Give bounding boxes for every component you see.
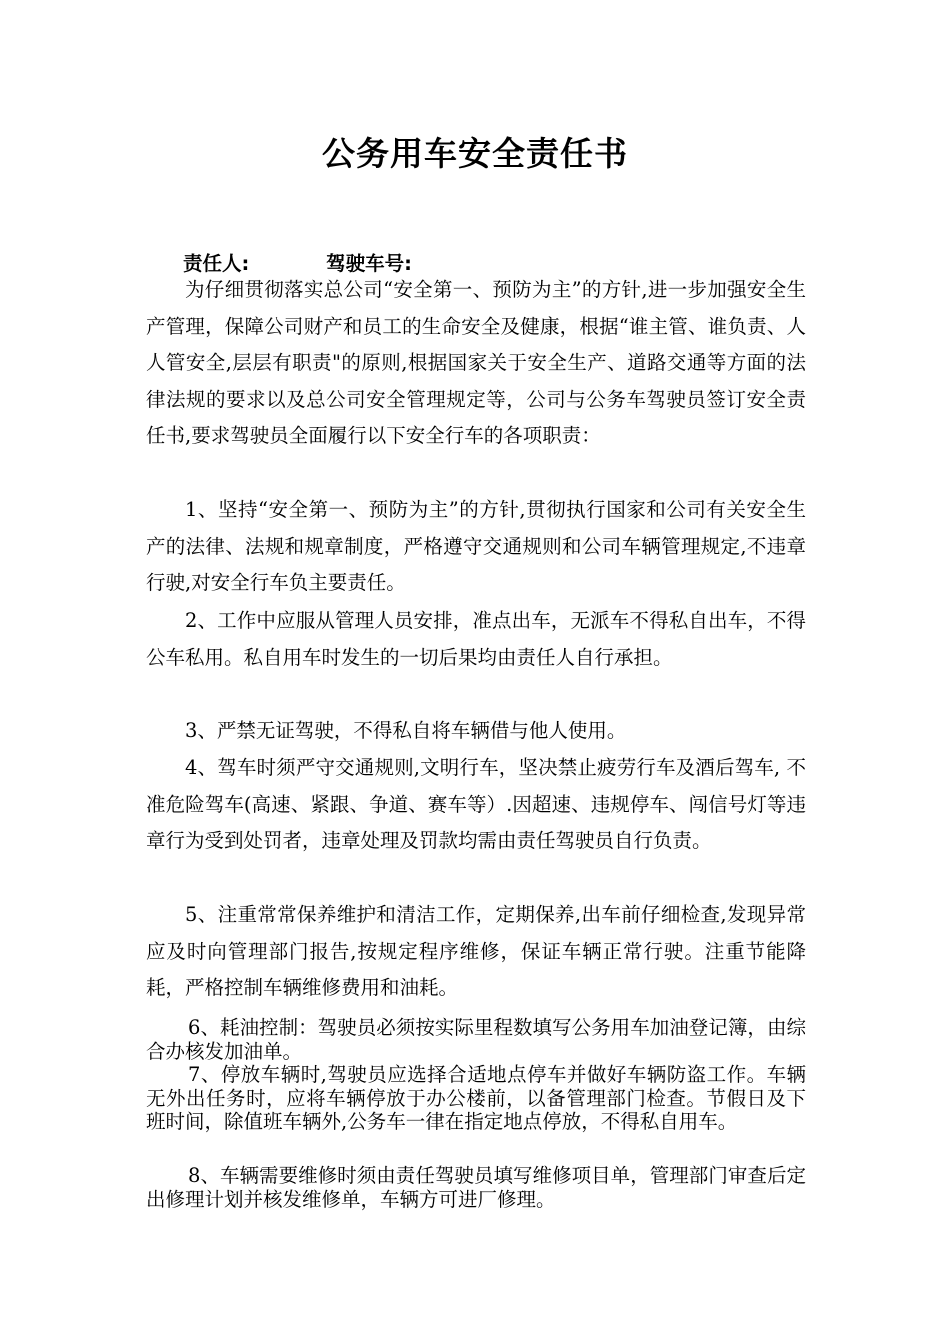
- clause-text: 6、耗油控制：驾驶员必须按实际里程数填写公务用车加油登记簿，由综合办核发加油单。: [146, 1016, 806, 1063]
- clause-5: [146, 897, 806, 1007]
- clause-text: 4、驾车时须严守交通规则,文明行车，坚决禁止疲劳行车及酒后驾车, 不准危险驾车(高速、紧跟、争道、赛车等）.因超速、违规停车、闯信号灯等违章行为受到处罚者，违章处理及罚款均需由责任驾驶员自行负责。: [146, 756, 806, 852]
- clause-3: [146, 713, 806, 750]
- clause-text: 3、严禁无证驾驶，不得私自将车辆借与他人使用。: [185, 719, 627, 742]
- vehicle-plate-label: 驾驶车号:: [326, 252, 412, 275]
- clause-text: 2、工作中应服从管理人员安排，准点出车，无派车不得私自出车，不得公车私用。私自用车时发生的一切后果均由责任人自行承担。: [146, 609, 806, 669]
- intro-paragraph: [146, 272, 806, 455]
- clause-4: [146, 750, 806, 860]
- clause-2: [146, 603, 806, 676]
- clause-8: [146, 1164, 806, 1211]
- clause-text: 1、坚持“安全第一、预防为主”的方针,贯彻执行国家和公司有关安全生产的法律、法规和规章制度，严格遵守交通规则和公司车辆管理规定,不违章行驶,对安全行车负主要责任。: [146, 498, 806, 594]
- clause-1: [146, 492, 806, 602]
- clause-text: 7、停放车辆时,驾驶员应选择合适地点停车并做好车辆防盗工作。车辆无外出任务时，应将车辆停放于办公楼前，以备管理部门检查。节假日及下班时间，除值班车辆外,公务车一律在指定地点停放，不得私自用车。: [146, 1063, 806, 1133]
- responsible-person-label: 责任人:: [183, 252, 250, 275]
- clause-text: 8、车辆需要维修时须由责任驾驶员填写维修项目单，管理部门审查后定出修理计划并核发维修单，车辆方可进厂修理。: [146, 1164, 806, 1211]
- clause-text: 5、注重常常保养维护和清洁工作，定期保养,出车前仔细检查,发现异常应及时向管理部门报告,按规定程序维修，保证车辆正常行驶。注重节能降耗，严格控制车辆维修费用和油耗。: [146, 903, 806, 999]
- clause-6: [146, 1016, 806, 1063]
- clause-7: [146, 1063, 806, 1134]
- document-title: 公务用车安全责任书: [322, 134, 628, 173]
- intro-text: 为仔细贯彻落实总公司“安全第一、预防为主”的方针,进一步加强安全生产管理，保障公司财产和员工的生命安全及健康，根据“谁主管、谁负责、人人管安全,层层有职责"的原则,根据国家关于安全生产、道路交通等方面的法律法规的要求以及总公司安全管理规定等，公司与公务车驾驶员签订安全责任书,要求驾驶员全面履行以下安全行车的各项职责：: [146, 278, 806, 447]
